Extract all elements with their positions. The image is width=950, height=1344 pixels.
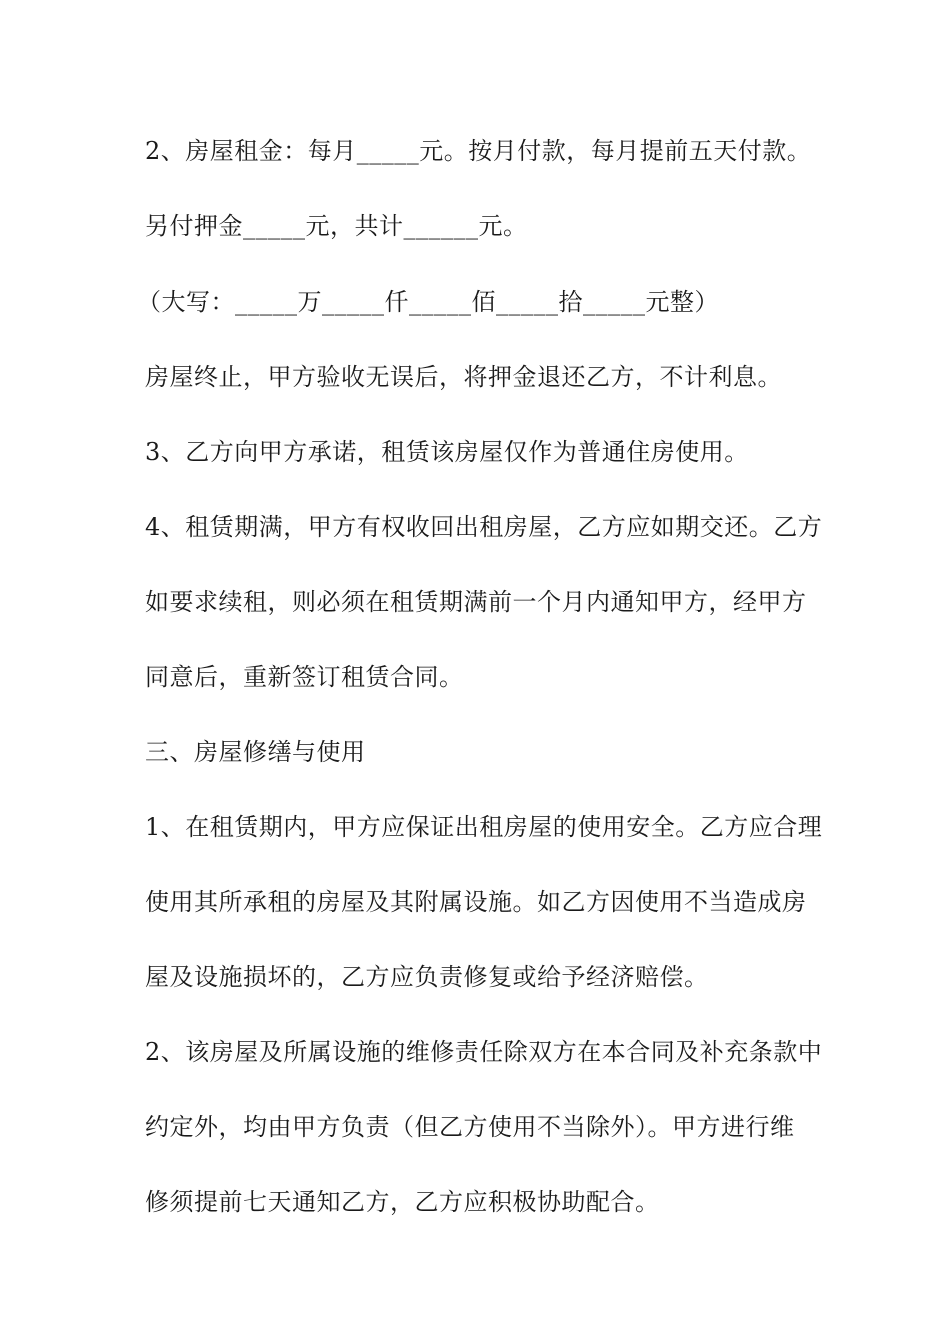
text-line-repair-clause-1-part-1: 1、在租赁期内，甲方应保证出租房屋的使用安全。乙方应合理 <box>145 813 823 841</box>
text-line-repair-clause-2-part-1: 2、该房屋及所属设施的维修责任除双方在本合同及补充条款中 <box>145 1038 823 1066</box>
text-line-rent: 2、房屋租金：每月_____元。按月付款，每月提前五天付款。 <box>145 137 812 165</box>
text-line-repair-clause-1-part-3: 屋及设施损坏的，乙方应负责修复或给予经济赔偿。 <box>145 963 709 991</box>
text-line-repair-clause-2-part-3: 修须提前七天通知乙方，乙方应积极协助配合。 <box>145 1188 660 1216</box>
text-line-clause-4-part-3: 同意后，重新签订租赁合同。 <box>145 663 464 691</box>
text-line-clause-4-part-1: 4、租赁期满，甲方有权收回出租房屋，乙方应如期交还。乙方 <box>145 513 823 541</box>
text-line-deposit: 另付押金_____元，共计______元。 <box>145 212 528 240</box>
text-line-clause-4-part-2: 如要求续租，则必须在租赁期满前一个月内通知甲方，经甲方 <box>145 588 807 616</box>
text-line-clause-3: 3、乙方向甲方承诺，租赁该房屋仅作为普通住房使用。 <box>145 438 749 466</box>
text-line-amount-in-words: （大写：_____万_____仟_____佰_____拾_____元整） <box>137 288 719 316</box>
text-line-repair-clause-1-part-2: 使用其所承租的房屋及其附属设施。如乙方因使用不当造成房 <box>145 888 807 916</box>
text-line-deposit-refund: 房屋终止，甲方验收无误后，将押金退还乙方，不计利息。 <box>145 363 782 391</box>
text-line-repair-clause-2-part-2: 约定外，均由甲方负责（但乙方使用不当除外）。甲方进行维 <box>145 1113 795 1141</box>
section-heading-repair-and-use: 三、房屋修缮与使用 <box>145 738 366 766</box>
